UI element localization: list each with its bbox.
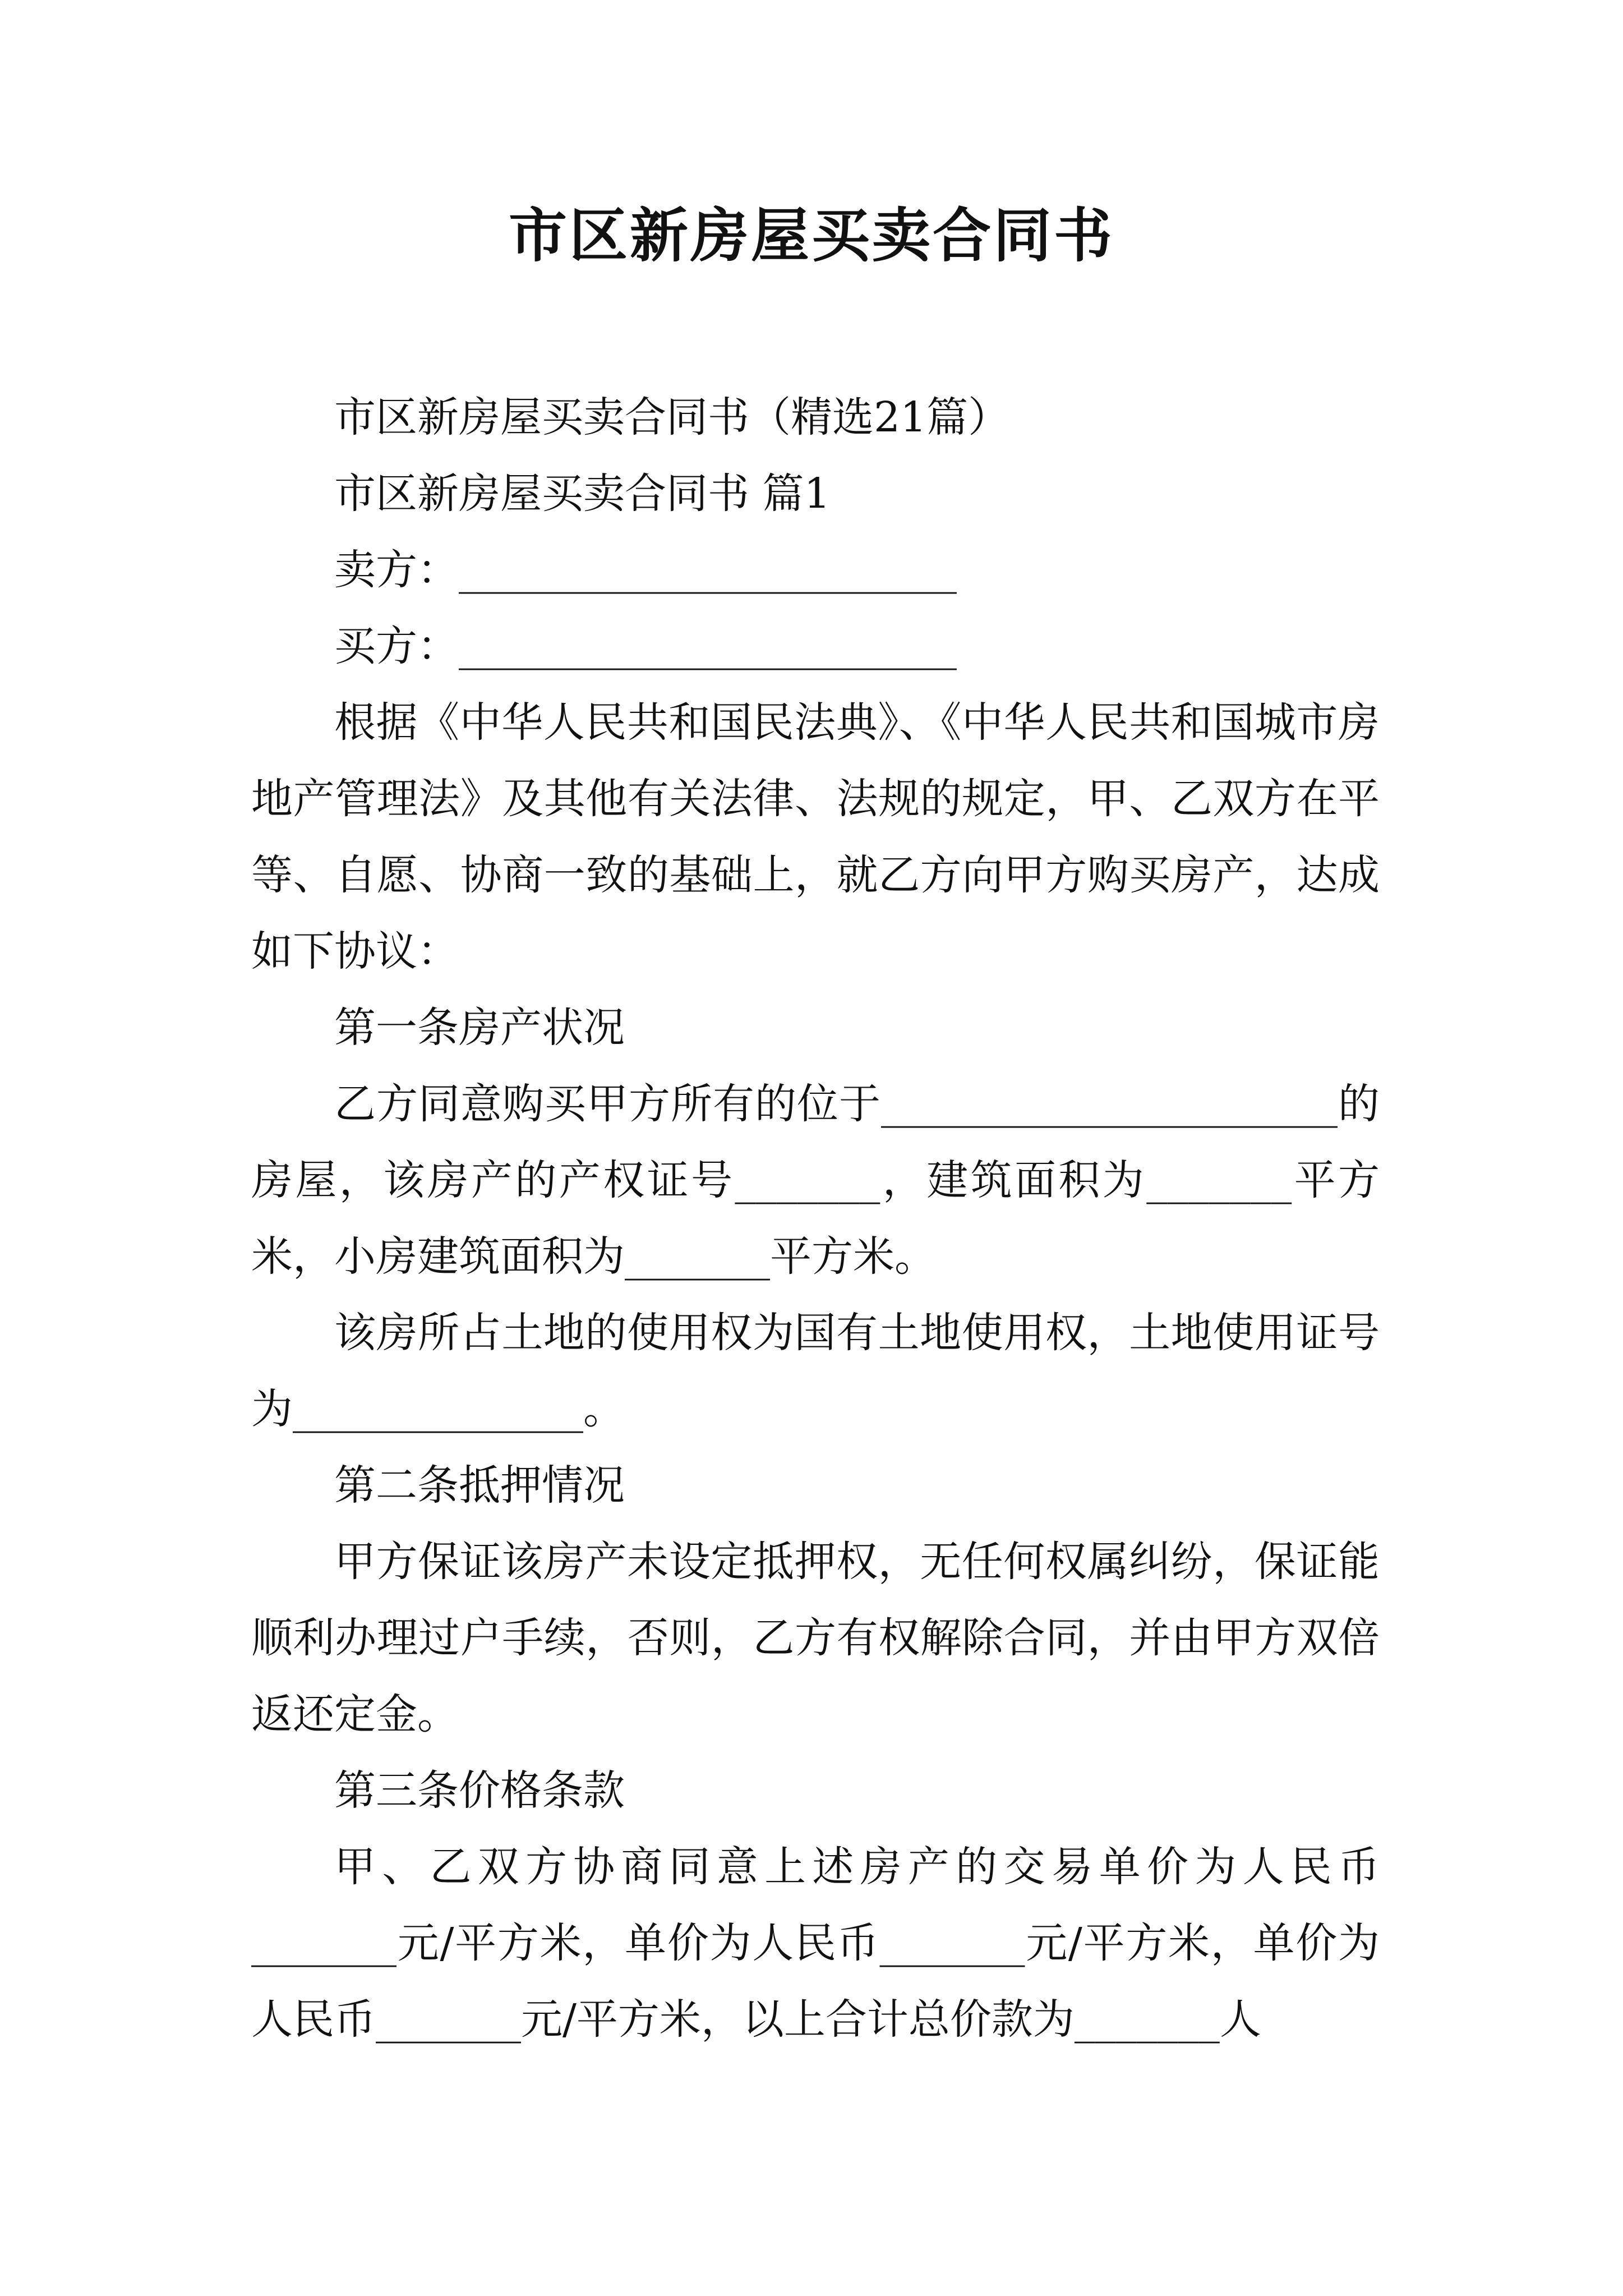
article-3-heading: 第三条价格条款 — [334, 1766, 625, 1815]
section-heading-part-1: 市区新房屋买卖合同书 篇1 — [334, 470, 831, 518]
article-3-paragraph: 甲、乙双方协商同意上述房产的交易单价为人民币_______元/平方米，单价为人民币_______元/平方米，单价为人民币_______元/平方米，以上合计总价款为_______人 — [251, 1843, 1380, 2044]
seller-line: 卖方：________________________ — [334, 546, 957, 594]
article-1-paragraph-property: 乙方同意购买甲方所有的位于______________________的房屋，该房产的产权证号_______，建筑面积为_______平方米，小房建筑面积为_______平方米。 — [251, 1080, 1380, 1281]
document-body — [251, 379, 1380, 2058]
subtitle-selection: 市区新房屋买卖合同书（精选21篇） — [334, 393, 1010, 441]
article-2-paragraph: 甲方保证该房产未设定抵押权，无任何权属纠纷，保证能顺利办理过户手续，否则，乙方有权解除合同，并由甲方双倍返还定金。 — [251, 1538, 1380, 1738]
article-2-heading: 第二条抵押情况 — [334, 1461, 625, 1510]
document-title: 市区新房屋买卖合同书 — [508, 201, 1114, 270]
buyer-line: 买方：________________________ — [334, 622, 957, 670]
article-1-paragraph-land: 该房所占土地的使用权为国有土地使用权，土地使用证号为______________。 — [251, 1309, 1380, 1433]
preamble-paragraph: 根据《中华人民共和国民法典》、《中华人民共和国城市房地产管理法》及其他有关法律、法规的规定，甲、乙双方在平等、自愿、协商一致的基础上，就乙方向甲方购买房产，达成如下协议： — [251, 698, 1380, 976]
article-1-heading: 第一条房产状况 — [334, 1004, 625, 1052]
